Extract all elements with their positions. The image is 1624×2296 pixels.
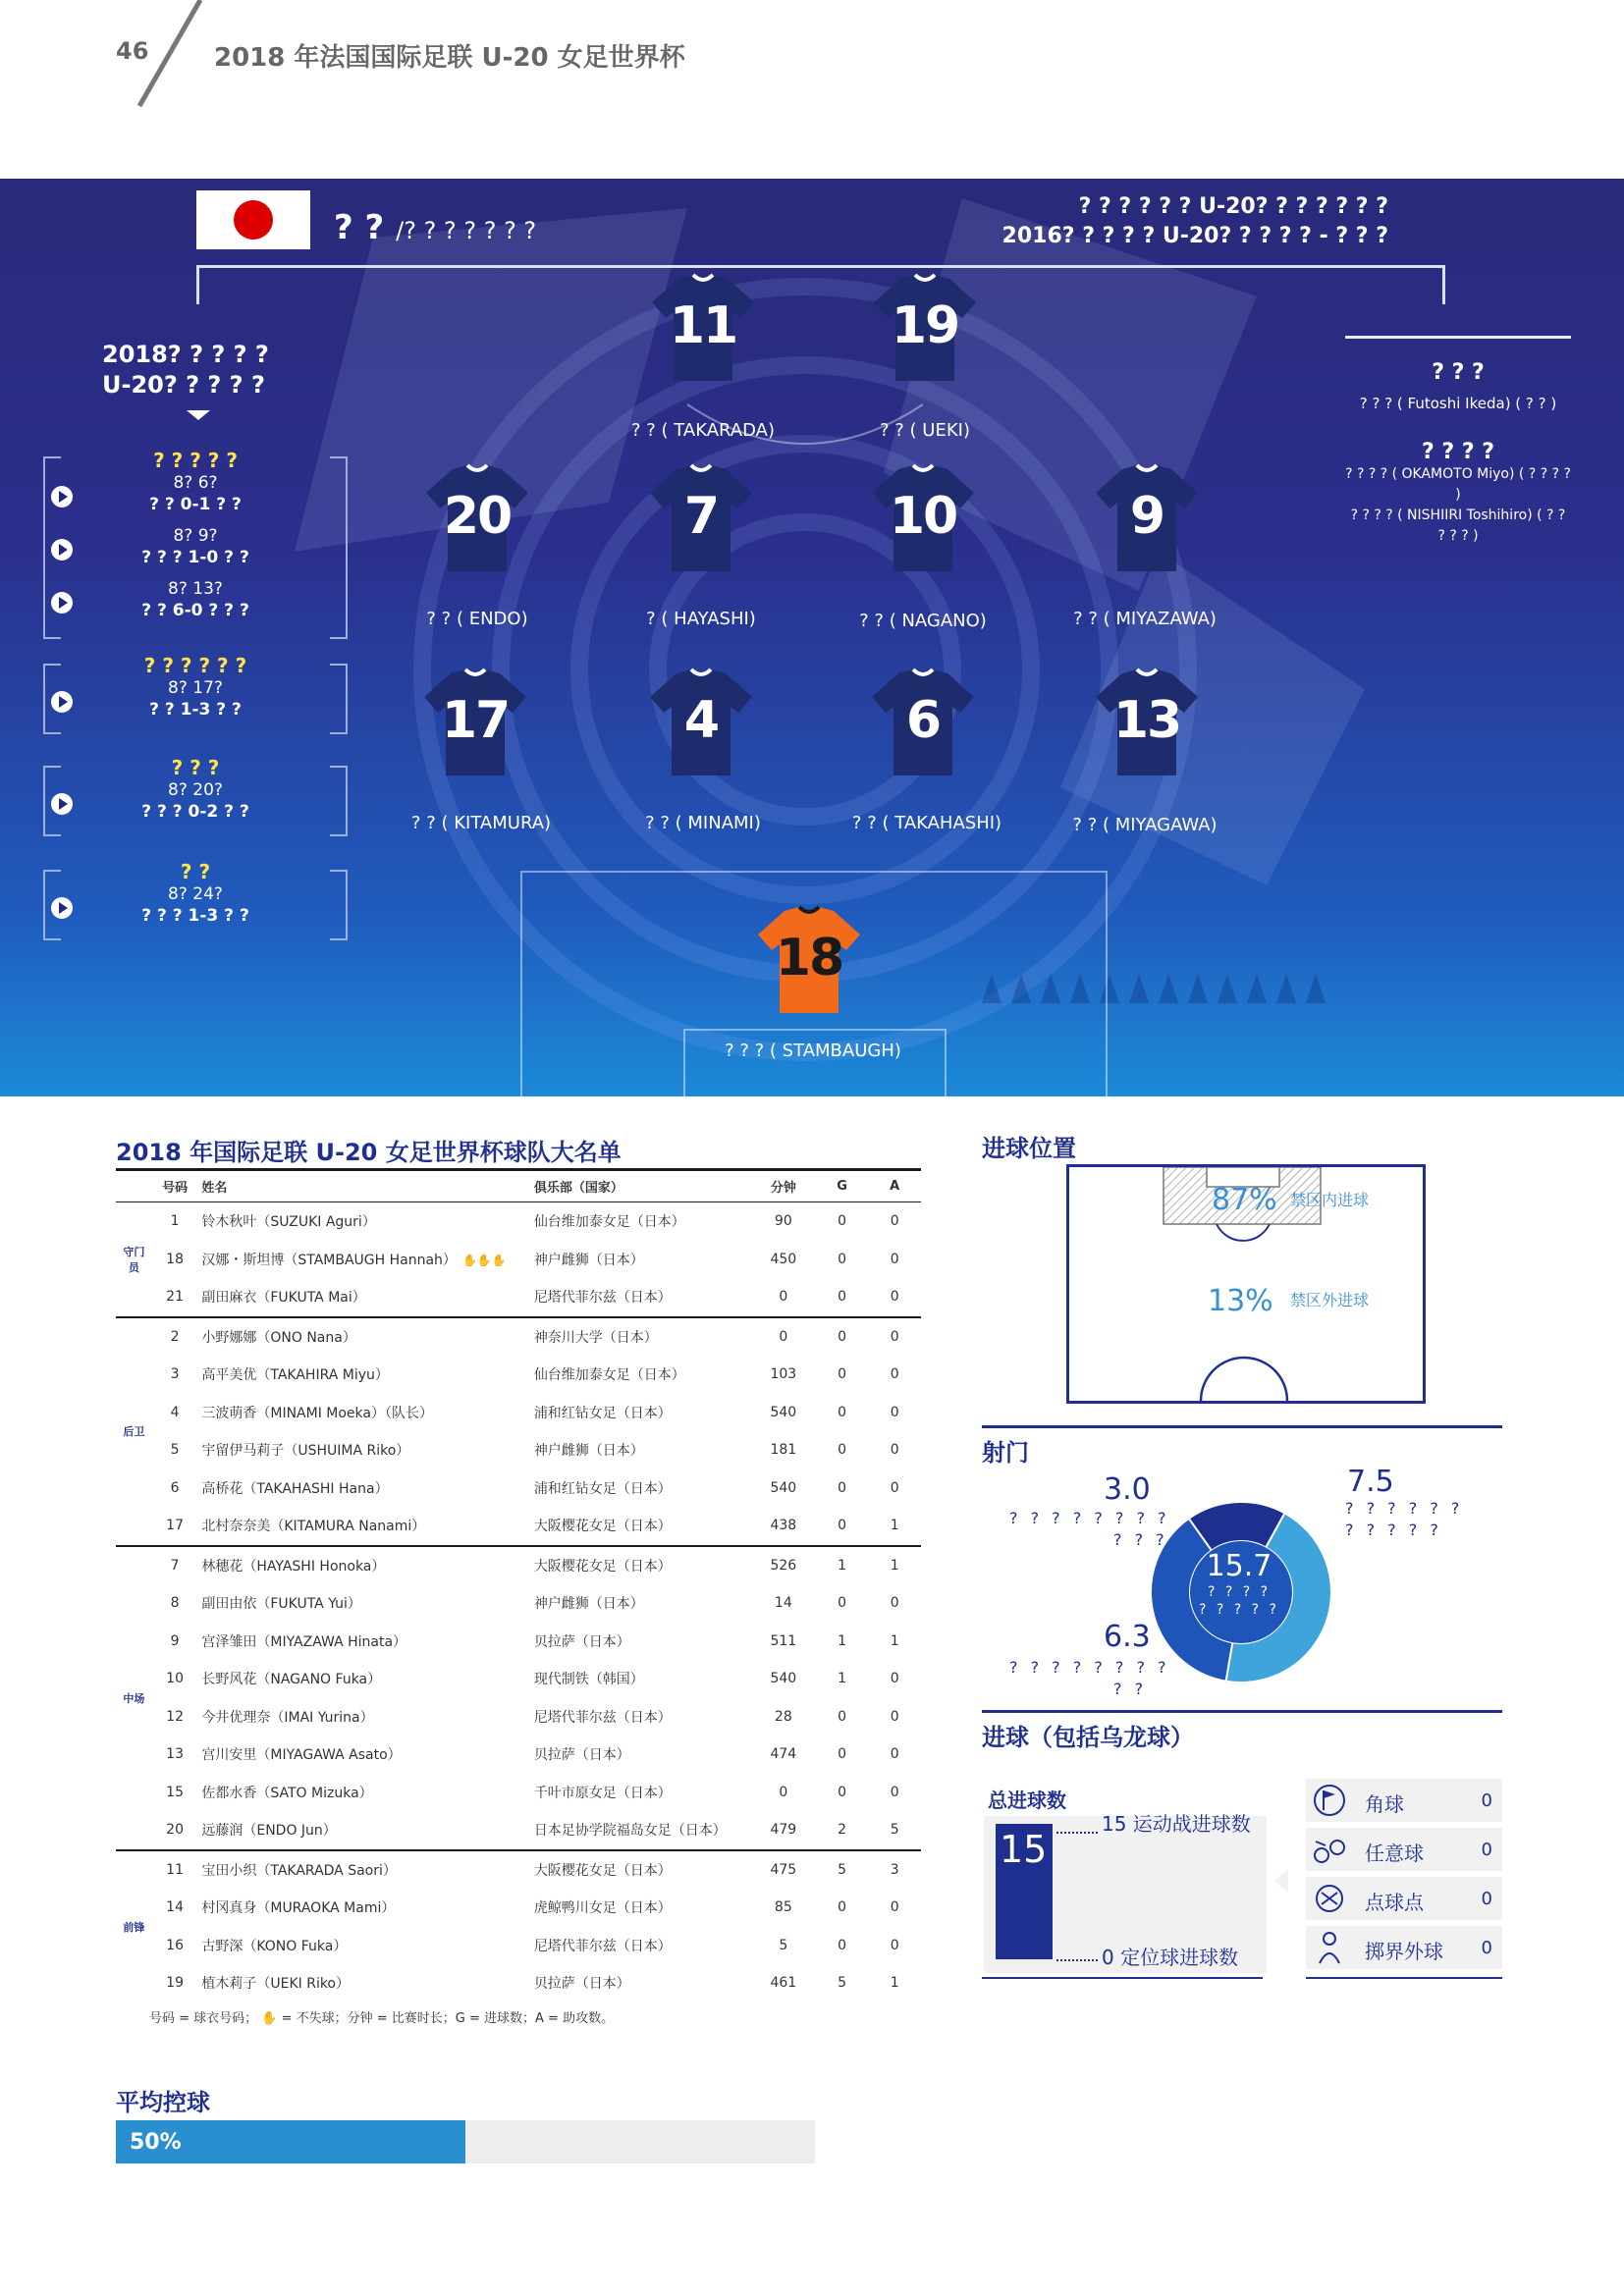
play-icon[interactable] — [51, 897, 73, 919]
table-row: 13 宫川安里（MIYAGAWA Asato） 贝拉萨（日本） 474 0 0 — [166, 1746, 899, 1764]
page-title: 2018 年法国国际足联 U-20 女足世界杯 — [214, 43, 685, 73]
table-row: 14 村冈真身（MURAOKA Mami） 虎鲸鸭川女足（日本） 85 0 0 — [166, 1899, 899, 1917]
assistant-name: ? ? ? ? ( OKAMOTO Miyo) ( ? ? ? ? ) — [1345, 466, 1571, 503]
goal-location-title: 进球位置 — [982, 1135, 1076, 1162]
coach-title: ? ? ? — [1432, 360, 1485, 385]
coaching-staff — [1345, 336, 1571, 547]
player-name: ? ( HAYASHI) — [646, 609, 756, 629]
position-label: 后卫 — [116, 1317, 152, 1546]
possession-value: 50% — [130, 2130, 182, 2155]
set-piece-goals: 0 定位球进球数 — [1102, 1946, 1239, 1969]
stage-semi-final: ? ? 8? 24? ? ? ? 1-3 ? ? — [43, 870, 348, 940]
set-piece-row-corner: 角球 0 — [1306, 1779, 1502, 1822]
jersey-11: 11 — [644, 273, 762, 383]
table-row: 中场 7 林穗花（HAYASHI Honoka） 大阪樱花女足（日本） 526 1 1 — [116, 1546, 921, 1585]
match-item: 8? 6? ? ? 0-1 ? ? — [43, 472, 348, 525]
blocked-value: 6.3 — [1104, 1620, 1151, 1654]
section-divider — [982, 1710, 1502, 1713]
table-row: 前锋 11 宝田小织（TAKARADA Saori） 大阪樱花女足（日本） 475 5 3 — [116, 1850, 921, 1890]
assistant-title: ? ? ? ? — [1421, 440, 1495, 464]
table-row: 3 高平美优（TAKAHIRA Miyu） 仙台维加泰女足（日本） 103 0 0 — [170, 1366, 899, 1384]
table-row: 18 汉娜・斯坦博（STAMBAUGH Hannah） ✋✋✋ 神户雌狮（日本） 450 0 0 — [166, 1251, 899, 1268]
page-number: 46 — [116, 37, 149, 65]
possession-bar-track — [116, 2120, 815, 2163]
japan-flag-icon — [196, 190, 310, 249]
top-divider-left — [196, 265, 199, 304]
goals-total-label: 总进球数 — [988, 1789, 1066, 1812]
jersey-6: 6 — [864, 667, 982, 777]
match-item: 8? 24? ? ? ? 1-3 ? ? — [43, 883, 348, 936]
on-target-value: 3.0 — [1104, 1472, 1151, 1507]
best-result: ? ? ? ? ? ? U-20? ? ? ? ? ? ? 2016? ? ? ? ? U-20? ? ? ? ? - ? ? ? — [1001, 194, 1388, 248]
stage-quarter-final: ? ? ? 8? 20? ? ? ? 0-2 ? ? — [43, 766, 348, 836]
player-name: ? ? ? ( STAMBAUGH) — [725, 1041, 901, 1061]
team-hero-panel — [0, 179, 1624, 1096]
throw-in-icon — [1312, 1930, 1347, 1965]
tournament-ranking-title: 2018? ? ? ? ? U-20? ? ? ? ? — [102, 341, 269, 399]
play-icon[interactable] — [51, 486, 73, 507]
outside-box-value: 13% — [1208, 1284, 1273, 1318]
table-row: 19 植木莉子（UEKI Riko） 贝拉萨（日本） 461 5 1 — [166, 1975, 899, 1993]
table-row: 4 三波萌香（MINAMI Moeka）（队长） 浦和红钻女足（日本） 540 0 0 — [170, 1404, 899, 1421]
play-icon[interactable] — [51, 592, 73, 614]
table-row: 后卫 2 小野娜娜（ONO Nana） 神奈川大学（日本） 0 0 0 — [116, 1317, 921, 1357]
off-target-label: ? ? ? ? ? ? ? ? ? ? ? — [1345, 1499, 1464, 1539]
assistant-name: ? ? ? ? ( NISHIIRI Toshihiro) ( ? ? ? ? ? ) — [1350, 507, 1566, 544]
jersey-18-goalkeeper: 18 — [750, 905, 868, 1015]
table-row: 16 古野深（KONO Fuka） 尼塔代菲尔兹（日本） 5 0 0 — [166, 1937, 899, 1954]
table-row: 5 宇留伊马莉子（USHUIMA Riko） 神户雌狮（日本） 181 0 0 — [170, 1442, 899, 1460]
page-header — [0, 0, 1624, 128]
jersey-19: 19 — [866, 273, 984, 383]
header-slash — [124, 0, 212, 118]
match-item: 8? 20? ? ? ? 0-2 ? ? — [43, 779, 348, 832]
inside-box-label: 禁区内进球 — [1290, 1191, 1370, 1209]
position-label: 前锋 — [116, 1850, 152, 2002]
top-divider-right — [1442, 265, 1445, 304]
player-name: ? ? ( MIYAZAWA) — [1073, 609, 1217, 629]
top-divider — [196, 265, 1445, 268]
player-name: ? ? ( UEKI) — [880, 420, 970, 441]
jersey-17: 17 — [416, 667, 534, 777]
on-target-label: ? ? ? ? ? ? ? ? ? ? ? — [1009, 1509, 1170, 1549]
possession-title: 平均控球 — [116, 2089, 210, 2116]
player-name: ? ? ( TAKAHASHI) — [851, 813, 1002, 833]
table-row: 10 长野风花（NAGANO Fuka） 现代制铁（韩国） 540 1 0 — [166, 1671, 899, 1688]
leader-line — [1056, 1832, 1098, 1834]
jersey-7: 7 — [642, 463, 760, 573]
inside-box-value: 87% — [1212, 1183, 1277, 1217]
jersey-13: 13 — [1088, 667, 1206, 777]
coach-name: ? ? ? ( Futoshi Ikeda) ( ? ? ) — [1359, 395, 1557, 412]
shots-title: 射门 — [982, 1439, 1029, 1467]
squad-list-title: 2018 年国际足联 U-20 女足世界杯球队大名单 — [116, 1139, 622, 1166]
jersey-9: 9 — [1088, 463, 1206, 573]
set-piece-row-penalty: 点球点 0 — [1306, 1877, 1502, 1920]
position-label: 中场 — [116, 1546, 152, 1850]
stage-group: ? ? ? ? ? 8? 6? ? ? 0-1 ? ? 8? 9? ? ? ? 1-0 ? ? 8? 13? ? ? 6-0 ? ? ? — [43, 456, 348, 639]
goals-title: 进球（包括乌龙球） — [982, 1724, 1194, 1751]
play-icon[interactable] — [51, 539, 73, 561]
table-row: 12 今井优理奈（IMAI Yurina） 尼塔代菲尔兹（日本） 28 0 0 — [166, 1708, 899, 1726]
shots-total: 15.7 ? ? ? ? ? ? ? ? ? — [1199, 1549, 1279, 1618]
table-legend: 号码 = 球衣号码； ✋ = 不失球；分钟 = 比赛时长；G = 进球数；A = 助攻数。 — [149, 2011, 615, 2026]
table-row: 8 副田由依（FUKUTA Yui） 神户雌狮（日本） 14 0 0 — [170, 1595, 899, 1613]
player-name: ? ? ( KITAMURA) — [410, 813, 552, 833]
jersey-10: 10 — [864, 463, 982, 573]
clean-sheet-glove-icon: ✋✋✋ — [461, 1253, 507, 1267]
goal-area — [683, 1029, 947, 1096]
team-name: ? ? /? ? ? ? ? ? ? — [334, 208, 537, 247]
stage-round-of-16: ? ? ? ? ? ? 8? 17? ? ? 1-3 ? ? — [43, 664, 348, 734]
player-name: ? ? ( TAKARADA) — [631, 420, 775, 441]
jersey-20: 20 — [418, 463, 536, 573]
penalty-icon — [1312, 1881, 1347, 1916]
player-name: ? ? ( MINAMI) — [645, 813, 761, 833]
blocked-label: ? ? ? ? ? ? ? ? ? ? — [1009, 1658, 1170, 1698]
table-row: 9 宫泽雏田（MIYAZAWA Hinata） 贝拉萨（日本） 511 1 1 — [170, 1632, 899, 1650]
goals-total-value: 15 — [1000, 1828, 1048, 1871]
set-piece-pointer — [1274, 1869, 1288, 1893]
outside-box-label: 禁区外进球 — [1290, 1291, 1370, 1309]
table-row: 21 副田麻衣（FUKUTA Mai） 尼塔代菲尔兹（日本） 0 0 0 — [166, 1289, 899, 1307]
open-play-goals: 15 运动战进球数 — [1102, 1812, 1251, 1836]
match-item: 8? 13? ? ? 6-0 ? ? ? — [43, 578, 348, 631]
match-item: 8? 17? ? ? 1-3 ? ? — [43, 677, 348, 730]
player-name: ? ? ( MIYAGAWA) — [1072, 815, 1218, 835]
corner-flag-icon — [1312, 1783, 1347, 1818]
table-row: 20 远藤润（ENDO Jun） 日本足协学院福岛女足（日本） 479 2 5 — [166, 1822, 899, 1840]
table-row: 守门员 1 铃木秋叶（SUZUKI Aguri） 仙台维加泰女足（日本） 90 0 0 — [116, 1202, 921, 1241]
player-name: ? ? ( NAGANO) — [859, 611, 987, 631]
squad-table: 号码 姓名 俱乐部（国家） 分钟 G A 守门员 1 铃木秋叶（SUZUKI Aguri） 仙台维加泰女足（日本） 90 0 0 18 汉娜・斯坦博（STAMBAUGH Hannah） ✋✋✋ 神户雌狮（日本） 450 0 0 21 副田麻衣（FUKUTA Mai） 尼塔代菲尔兹（日本） 0 0 0 后卫 2 小野娜娜（ONO Nana） 神奈川大学（日本） 0 0 0 3 高平美优（TAKAHIRA Miyu） 仙台维加泰女足（日本） 103 0 0 4 三波萌香（MINAMI Moeka）（队长） 浦和红钻女足（日本） 540 0 0 5 宇留伊马莉子（USHUIMA Riko） 神户雌狮（日本） 181 0 0 6 高桥花（TAKAHASHI Hana） 浦和红钻女足（日本） 540 0 0 17 北村奈奈美（KITAMURA Nanami） 大阪樱花女足（日本） 438 0 1 中场 7 林穗花（HAYASHI Honoka） 大阪樱花女足（日本） 526 1 1 8 副田由依（FUKUTA Yui） 神户雌狮（日本） 14 0 0 9 宫泽雏田（MIYAZAWA Hinata） 贝拉萨（日本） 511 1 1 10 长野风花（NAGANO Fuka） 现代制铁（韩国） 540 1 0 12 今井优理奈（IMAI Yurina） 尼塔代菲尔兹（日本） 28 0 0 13 宫川安里（MIYAGAWA Asato） 贝拉萨（日本） 474 0 0 15 佐都水香（SATO Mizuka） 千叶市原女足（日本） 0 0 0 20 远藤润（ENDO Jun） 日本足协学院福岛女足（日本） 479 2 5 前锋 11 宝田小织（TAKARADA Saori） 大阪樱花女足（日本） 475 5 3 14 村冈真身（MURAOKA Mami） 虎鲸鸭川女足（日本） 85 0 0 16 古野深（KONO Fuka） 尼塔代菲尔兹（日本） 5 0 0 19 植木莉子（UEKI Riko） 贝拉萨（日本） 461 5 1 — [116, 1168, 921, 2002]
section-divider — [982, 1425, 1502, 1428]
set-piece-breakdown — [1306, 1779, 1502, 1975]
table-row: 15 佐都水香（SATO Mizuka） 千叶市原女足（日本） 0 0 0 — [166, 1784, 899, 1801]
off-target-value: 7.5 — [1347, 1465, 1394, 1499]
match-item: 8? 9? ? ? ? 1-0 ? ? — [43, 525, 348, 578]
position-label: 守门员 — [123, 1245, 145, 1274]
jersey-4: 4 — [642, 667, 760, 777]
leader-line — [1056, 1959, 1098, 1961]
free-kick-icon — [1312, 1832, 1347, 1867]
play-icon[interactable] — [51, 691, 73, 713]
set-piece-row-free-kick: 任意球 0 — [1306, 1828, 1502, 1871]
set-piece-row-throw-in: 掷界外球 0 — [1306, 1926, 1502, 1969]
player-name: ? ? ( ENDO) — [426, 609, 528, 629]
section-divider — [1306, 1977, 1502, 1979]
table-row: 17 北村奈奈美（KITAMURA Nanami） 大阪樱花女足（日本） 438 0 1 — [166, 1518, 899, 1535]
section-divider — [982, 1977, 1263, 1979]
table-row: 6 高桥花（TAKAHASHI Hana） 浦和红钻女足（日本） 540 0 0 — [170, 1479, 899, 1497]
chevron-down-icon — [187, 410, 210, 420]
play-icon[interactable] — [51, 793, 73, 815]
